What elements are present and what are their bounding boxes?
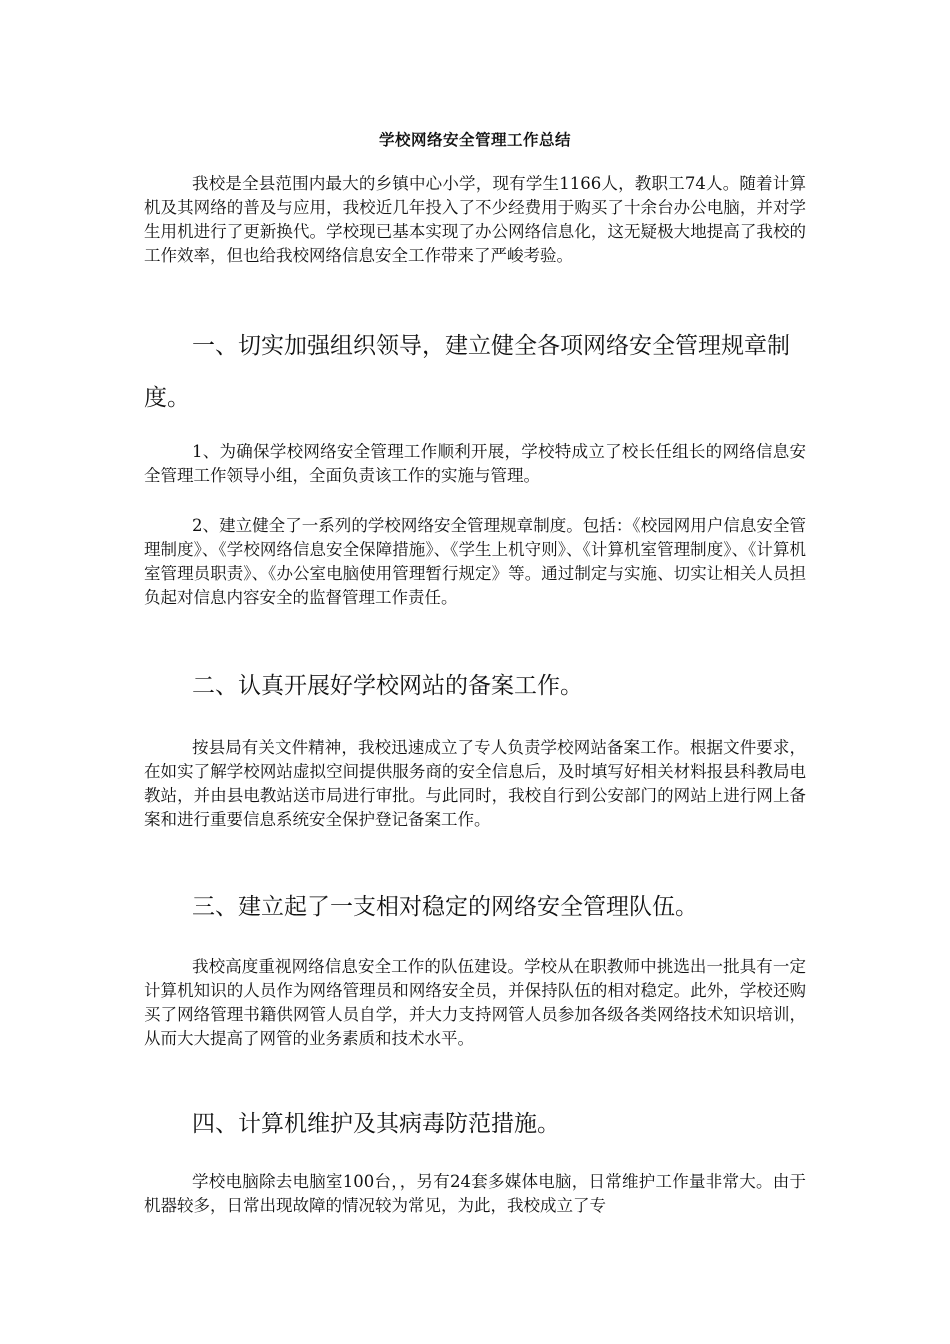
section-heading-3: 三、建立起了一支相对稳定的网络安全管理队伍。 (192, 894, 698, 920)
section-4-paragraph-1: 学校电脑除去电脑室100台，，另有24套多媒体电脑，日常维护工作量非常大。由于机器较多，日常出现故障的情况较为常见，为此，我校成立了专 (144, 1172, 806, 1215)
section-1-paragraph-1: 1、为确保学校网络安全管理工作顺利开展，学校特成立了校长任组长的网络信息安全管理工作领导小组，全面负责该工作的实施与管理。 (144, 442, 806, 485)
section-2-paragraph-1: 按县局有关文件精神，我校迅速成立了专人负责学校网站备案工作。根据文件要求，在如实了解学校网站虚拟空间提供服务商的安全信息后，及时填写好相关材料报县科教局电教站，并由县电教站送市局进行审批。与此同时，我校自行到公安部门的网站上进行网上备案和进行重要信息系统安全保护登记备案工作。 (144, 738, 806, 829)
intro-paragraph: 我校是全县范围内最大的乡镇中心小学，现有学生1166人，教职工74人。随着计算机及其网络的普及与应用，我校近几年投入了不少经费用于购买了十余台办公电脑，并对学生用机进行了更新换代。学校现已基本实现了办公网络信息化，这无疑极大地提高了我校的工作效率，但也给我校网络信息安全工作带来了严峻考验。 (144, 174, 806, 265)
section-heading-4: 四、计算机维护及其病毒防范措施。 (192, 1111, 560, 1137)
section-1-paragraph-2: 2、建立健全了一系列的学校网络安全管理规章制度。包括：《校园网用户信息安全管理制度》、《学校网络信息安全保障措施》、《学生上机守则》、《计算机室管理制度》、《计算机室管理员职责》、《办公室电脑使用管理暂行规定》等。通过制定与实施、切实让相关人员担负起对信息内容安全的监督管理工作责任。 (144, 516, 806, 607)
section-heading-2: 二、认真开展好学校网站的备案工作。 (192, 673, 583, 699)
section-3-paragraph-1: 我校高度重视网络信息安全工作的队伍建设。学校从在职教师中挑选出一批具有一定计算机知识的人员作为网络管理员和网络安全员，并保持队伍的相对稳定。此外，学校还购买了网络管理书籍供网管人员自学，并大力支持网管人员参加各级各类网络技术知识培训，从而大大提高了网管的业务素质和技术水平。 (144, 957, 806, 1048)
document-title: 学校网络安全管理工作总结 (378, 130, 571, 149)
section-heading-1: 一、切实加强组织领导，建立健全各项网络安全管理规章制度。 (144, 333, 790, 411)
